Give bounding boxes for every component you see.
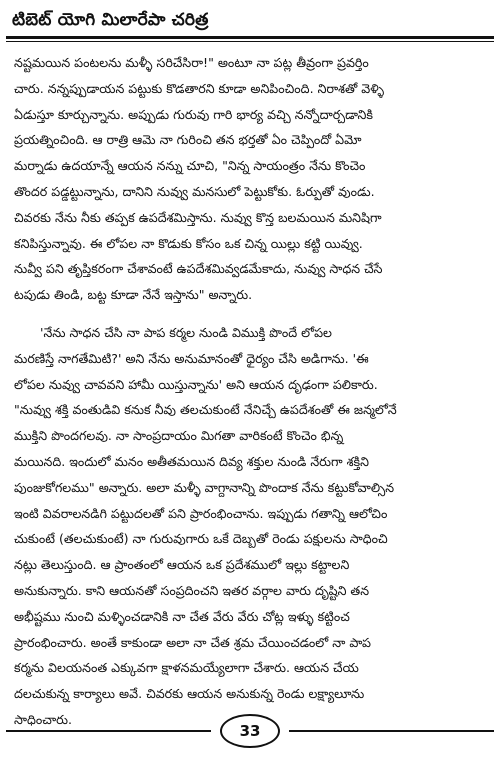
text-line: నష్టమయిన పంటలను మళ్ళీ సరిచేసిరా!" అంటూ నా పట్ల తీవ్రంగా ప్రవర్తిం bbox=[14, 55, 369, 70]
text-line: కనిపిస్తున్నావు. ఈ లోపల నా కొడుకు కోసం ఒక చిన్న యిల్లు కట్టి యివ్వు. bbox=[14, 235, 363, 251]
running-header bbox=[6, 6, 494, 40]
text-line: ఇంటి వివరాలనడిగి పట్టుదలతో పని ప్రారంభించాను. ఇప్పుడు గతాన్ని ఆలోచిం bbox=[14, 505, 388, 521]
text-line: మర్నాడు ఉదయాన్నే ఆయన నన్ను చూచి, "నిన్న సాయంత్రం నేను కొంచెం bbox=[14, 158, 366, 174]
text-line: కర్మను విలయనంత ఎక్కువగా క్షాళనమయ్యేలాగా చేశారు. ఆయన చేయ bbox=[14, 660, 359, 676]
text-line: అభీష్టము నుంచి మళ్ళించడానికి నా చేత వేరు వేరు చోట్ల ఇళ్ళు కట్టించ bbox=[14, 608, 350, 624]
text-line: ప్రారంభించారు. అంతే కాకుండా అలా నా చేత శ్రమ చేయించడంలో నా పాప bbox=[14, 634, 371, 650]
paragraph bbox=[14, 320, 490, 733]
text-line: టపుడు తిండి, బట్ట కూడా నేనే ఇస్తాను" అన్నారు. bbox=[14, 287, 253, 303]
text-line: మరణిస్తే నాగతేమిటి?' అని నేను అనుమానంతో ధైర్యం చేసి అడిగాను. 'ఈ bbox=[14, 350, 369, 366]
text-line: ప్రయత్నించింది. ఆ రాత్రి ఆమె నా గురించి తన భర్తతో ఏం చెప్పిందో ఏమో bbox=[14, 132, 362, 148]
text-line: మయినది. ఇందులో మనం అతీతమయిన దివ్య శక్తుల నుండి నేరుగా శక్తిని bbox=[14, 453, 369, 469]
text-line: చారు. నన్నప్పుడాయన పట్టుకు కొడతారని కూడా అనిపించింది. నిరాశతో వెళ్ళి bbox=[14, 80, 385, 96]
page-number: 33 bbox=[220, 714, 280, 748]
text-line: నట్లు తెలుస్తుంది. ఆ ప్రాంతంలో ఆయన ఒక ప్రదేశములో ఇల్లు కట్టాలని bbox=[14, 557, 350, 573]
text-line: లోపల నువ్వు చావవని హామీ యిస్తున్నాను' అని ఆయన దృఢంగా పలికారు. bbox=[14, 376, 378, 392]
body-text bbox=[14, 50, 490, 727]
text-line: చుకుంటే (తలచుకుంటే) నా గురువుగారు ఒకే దెబ్బతో రెండు పక్షులను సాధించి bbox=[14, 531, 388, 547]
text-line: తొందర పడ్డట్టున్నాను, దానిని నువ్వు మనసులో పెట్టుకోకు. ఓర్పుతో వుండు. bbox=[14, 183, 375, 199]
running-title: టిబెట్ యోగి మిలారేపా చరిత్ర bbox=[12, 10, 209, 30]
text-line: పుంజుకోగలము" అన్నారు. అలా మళ్ళీ వాగ్దానాన్ని పొందాక నేను కట్టుకోవాల్సిన bbox=[14, 479, 395, 495]
text-line: దలచుకున్న కార్యాలు అవే. చివరకు ఆయన అనుకున్న రెండు లక్ష్యాలూను bbox=[14, 686, 365, 702]
text-line: ఏడుస్తూ కూర్చున్నాను. అప్పుడు గురువు గారి భార్య వచ్చి నన్నోదార్చడానికి bbox=[14, 106, 373, 122]
text-line: నువ్వీ పని తృప్తికరంగా చేశావంటే ఉపదేశమివ్వడమేకాదు, నువ్వు సాధన చేసే bbox=[14, 261, 383, 277]
header-rule-thick bbox=[6, 36, 494, 39]
text-line: సాధించారు. bbox=[14, 711, 72, 727]
page-footer bbox=[6, 712, 494, 754]
footer-rule-left bbox=[6, 730, 211, 732]
text-line: 'నేను సాధన చేసి నా పాప కర్మల నుండి విముక్తి పొందే లోపల bbox=[40, 324, 332, 340]
text-line: ముక్తిని పొందగలవు. నా సాంప్రదాయం మిగతా వారికంటే కొంచెం భిన్న bbox=[14, 428, 344, 444]
text-line: అనుకున్నారు. కాని ఆయనతో సంప్రదించని ఇతర వర్గాల వారు దృష్టిని తన bbox=[14, 582, 370, 598]
paragraph bbox=[14, 50, 490, 308]
text-line: "నువ్వు శక్తి వంతుడివి కనుక నీవు తలచుకుంటే నేనిచ్చే ఉపదేశంతో ఈ జన్మలోనే bbox=[14, 402, 397, 418]
text-line: చివరకు నేను నీకు తప్పక ఉపదేశమిస్తాను. నువ్వు కొన్త బలమయిన మనిషిగా bbox=[14, 209, 382, 225]
footer-rule-right bbox=[289, 730, 494, 732]
header-rule-thin bbox=[6, 41, 494, 42]
